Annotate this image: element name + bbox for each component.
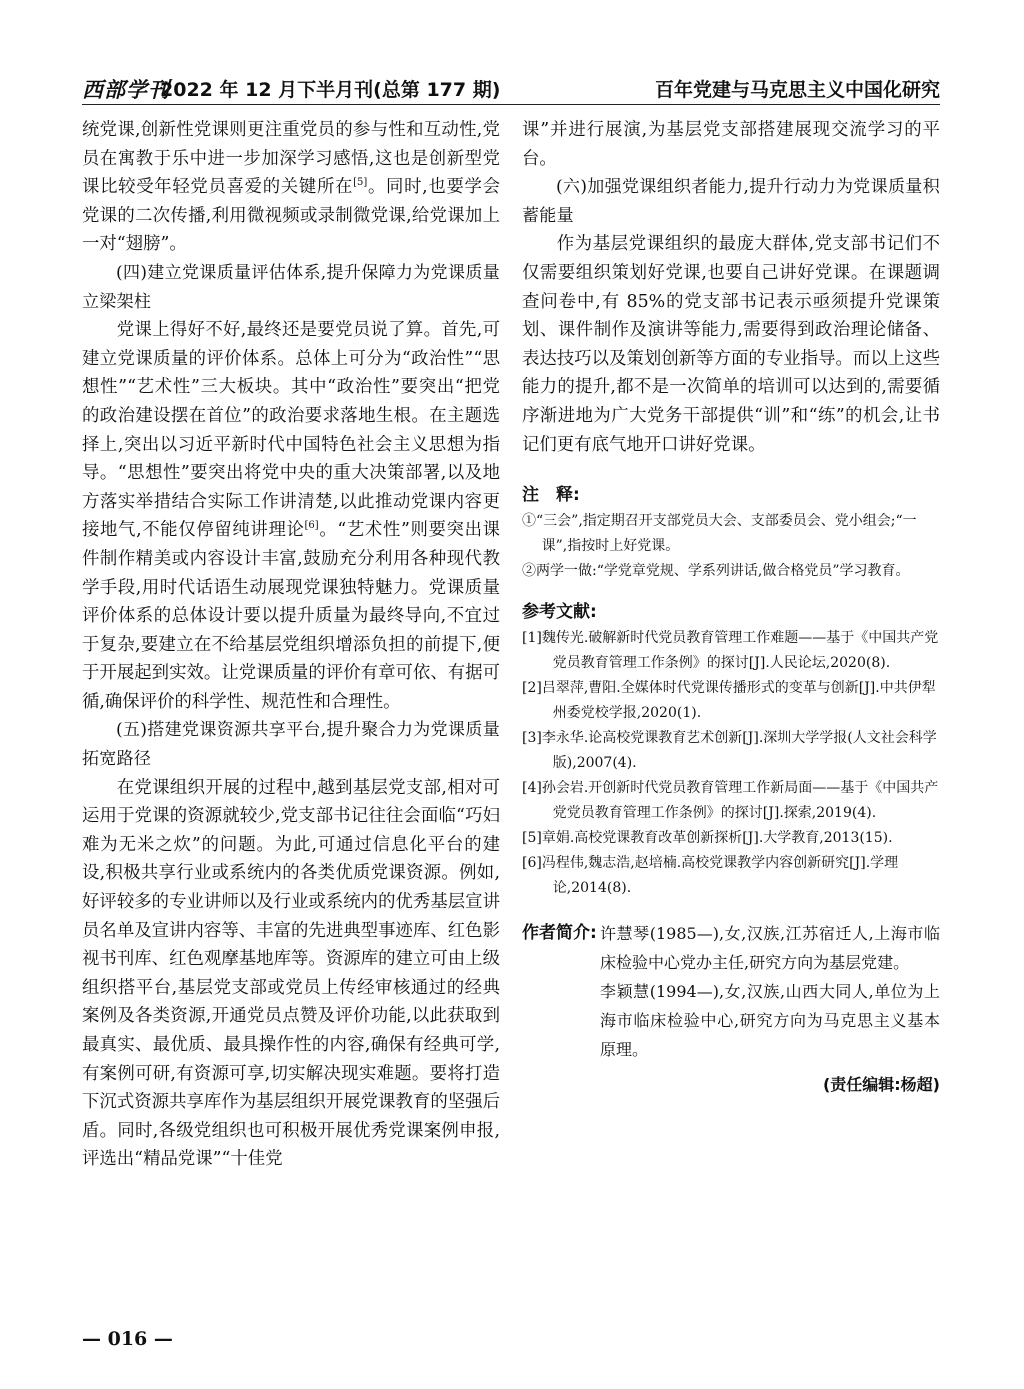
note-item: ①“三会”,指定期召开支部党员大会、支部委员会、党小组会;“一课”,指按时上好党课。: [522, 513, 917, 555]
journal-logo: 西部学刊: [82, 77, 170, 102]
header-rule: [82, 104, 940, 105]
left-column: [82, 116, 500, 1174]
reference-item: [3]李永华.论高校党课教育艺术创新[J].深圳大学学报(人文社会科学版),2007(4).: [522, 730, 937, 772]
reference-item: [4]孙会岩.开创新时代党员教育管理工作新局面——基于《中国共产党党员教育管理工作条例》的探讨[J].探索,2019(4).: [522, 780, 939, 822]
notes-title: 注 释:: [522, 485, 580, 506]
author-bio: 李颖慧(1994—),女,汉族,山西大同人,单位为上海市临床检验中心,研究方向为马克思主义基本原理。: [600, 982, 940, 1060]
section-heading-5: (五)搭建党课资源共享平台,提升聚合力为党课质量拓宽路径: [82, 720, 500, 770]
paragraph: 党课上得好不好,最终还是要党员说了算。首先,可建立党课质量的评价体系。总体上可分为“政治性”“思想性”“艺术性”三大板块。其中“政治性”要突出“把党的政治建设摆在首位”的政治要求落地生根。在主题选择上,突出以习近平新时代中国特色社会主义思想为指导。“思想性”要突出将党中央的重大决策部署,以及地方落实举措结合实际工作讲清楚,以此推动党课内容更接地气,不能仅停留纯讲理论[6]。“艺术性”则要突出课件制作精美或内容设计丰富,鼓励充分利用各种现代教学手段,用时代话语生动展现党课独特魅力。党课质量评价体系的总体设计要以提升质量为最终导向,不宜过于复杂,要建立在不给基层党组织增添负担的前提下,便于开展起到实效。让党课质量的评价有章可依、有据可循,确保评价的科学性、规范性和合理性。: [82, 320, 500, 712]
issue-info: 2022 年 12 月下半月刊(总第 177 期): [160, 79, 501, 101]
reference-item: [5]章娟.高校党课教育改革创新探析[J].大学教育,2013(15).: [522, 830, 893, 847]
page-number: — 016 —: [82, 1328, 173, 1350]
reference-item: [1]魏传光.破解新时代党员教育管理工作难题——基于《中国共产党党员教育管理工作条例》的探讨[J].人民论坛,2020(8).: [522, 630, 939, 672]
section-heading-4: (四)建立党课质量评估体系,提升保障力为党课质量立梁架柱: [82, 262, 500, 312]
paragraph: 作为基层党课组织的最庞大群体,党支部书记们不仅需要组织策划好党课,也要自己讲好党课。在课题调查问卷中,有 85%的党支部书记表示亟须提升党课策划、课件制作及演讲等能力,需要得到政治理论储备、表达技巧以及策划创新等方面的专业指导。而以上这些能力的提升,都不是一次简单的培训可以达到的,需要循序渐进地为广大党务干部提供“训”和“练”的机会,让书记们更有底气地开口讲好党课。: [522, 234, 940, 455]
section-heading-6: (六)加强党课组织者能力,提升行动力为党课质量积蓄能量: [522, 177, 940, 226]
author-label: 作者简介:: [522, 923, 597, 944]
paragraph: 课”并进行展演,为基层党支部搭建展现交流学习的平台。: [522, 120, 940, 169]
paragraph: 统党课,创新性党课则更注重党员的参与性和互动性,党员在寓教于乐中进一步加深学习感悟,这也是创新型党课比较受年轻党员喜爱的关键所在[5]。同时,也要学会党课的二次传播,利用微视频或录制微党课,给党课加上一对“翅膀”。: [82, 120, 500, 255]
references-title: 参考文献:: [522, 602, 597, 623]
right-column: [522, 116, 940, 1095]
citation: [6]: [304, 520, 319, 532]
running-header: [82, 72, 940, 102]
series-title: 百年党建与马克思主义中国化研究: [654, 79, 940, 101]
author-info: [522, 919, 940, 1064]
author-bio: 许慧琴(1985—),女,汉族,江苏宿迁人,上海市临床检验中心党办主任,研究方向为基层党建。: [600, 924, 940, 973]
reference-item: [2]吕翠萍,曹阳.全媒体时代党课传播形式的变革与创新[J].中共伊犁州委党校学报,2020(1).: [522, 680, 936, 722]
reference-item: [6]冯程伟,魏志浩,赵培楠.高校党课教学内容创新研究[J].学理论,2014(8).: [522, 855, 899, 897]
citation: [5]: [353, 177, 368, 189]
paragraph: 在党课组织开展的过程中,越到基层党支部,相对可运用于党课的资源就较少,党支部书记往往会面临“巧妇难为无米之炊”的问题。为此,可通过信息化平台的建设,积极共享行业或系统内的各类优质党课资源。例如,好评较多的专业讲师以及行业或系统内的优秀基层宣讲员名单及宣讲内容等、丰富的先进典型事迹库、红色影视书刊库、红色观摩基地库等。资源库的建立可由上级组织搭平台,基层党支部或党员上传经审核通过的经典案例及各类资源,开通党员点赞及评价功能,以此获取到最真实、最优质、最具操作性的内容,确保有经典可学,有案例可研,有资源可享,切实解决现实难题。要将打造下沉式资源共享库作为基层组织开展党课教育的坚强后盾。同时,各级党组织也可积极开展优秀党课案例申报,评选出“精品党课”“十佳党: [82, 777, 500, 1170]
responsible-editor: (责任编辑:杨超): [822, 1075, 940, 1095]
note-item: ②两学一做:“学党章党规、学系列讲话,做合格党员”学习教育。: [522, 563, 910, 580]
